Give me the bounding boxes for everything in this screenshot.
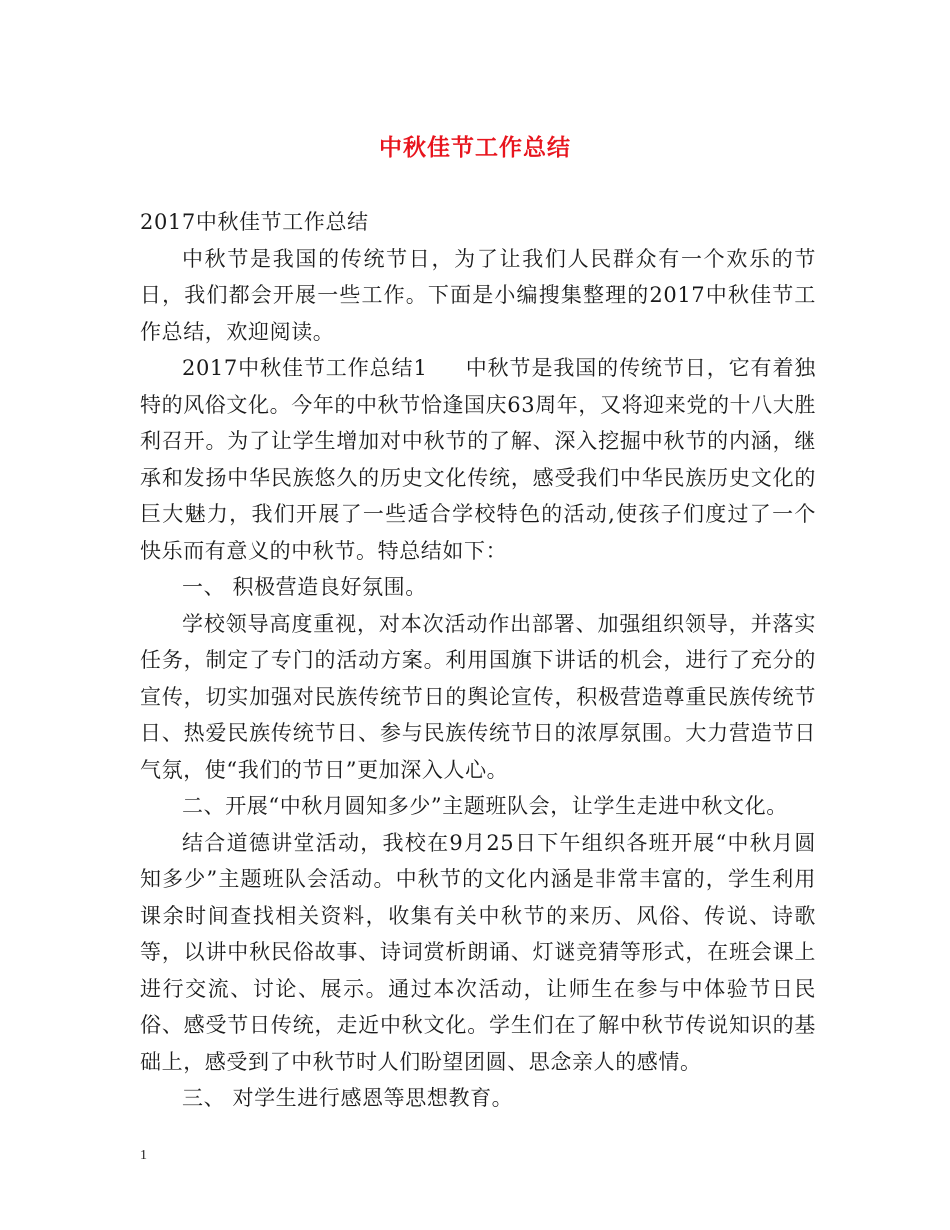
heading-1-paragraph: 学校领导高度重视，对本次活动作出部署、加强组织领导，并落实任务，制定了专门的活动方案。利用国旗下讲话的机会，进行了充分的宣传，切实加强对民族传统节日的舆论宣传，积极营造尊重民族传统节日、热爱民族传统节日、参与民族传统节日的浓厚氛围。大力营造节日气氛，使“我们的节日”更加深入人心。 xyxy=(140,611,816,782)
document-subtitle: 2017中秋佳节工作总结 xyxy=(140,210,369,234)
heading-1-text: 积极营造良好氛围。 xyxy=(232,575,427,599)
document-title: 中秋佳节工作总结 xyxy=(379,134,571,161)
intro-paragraph: 中秋节是我国的传统节日，为了让我们人民群众有一个欢乐的节日，我们都会开展一些工作。下面是小编搜集整理的2017中秋佳节工作总结，欢迎阅读。 xyxy=(140,246,816,344)
heading-3 xyxy=(140,1080,816,1117)
section-1-paragraph xyxy=(140,350,816,569)
section-1-label: 2017中秋佳节工作总结1 xyxy=(182,356,428,380)
page-number: 1 xyxy=(140,1148,147,1163)
heading-3-text: 对学生进行感恩等思想教育。 xyxy=(232,1086,514,1110)
heading-2: 二、开展“中秋月圆知多少”主题班队会，让学生走进中秋文化。 xyxy=(182,794,788,818)
heading-3-number: 三、 xyxy=(182,1086,226,1110)
heading-2-paragraph: 结合道德讲堂活动，我校在9月25日下午组织各班开展“中秋月圆知多少”主题班队会活动。中秋节的文化内涵是非常丰富的，学生利用课余时间查找相关资料，收集有关中秋节的来历、风俗、传说、诗歌等，以讲中秋民俗故事、诗词赏析朗诵、灯谜竞猜等形式，在班会课上进行交流、讨论、展示。通过本次活动，让师生在参与中体验节日民俗、感受节日传统，走近中秋文化。学生们在了解中秋节传说知识的基础上，感受到了中秋节时人们盼望团圆、思念亲人的感情。 xyxy=(140,830,816,1074)
heading-1 xyxy=(140,569,816,606)
document-body xyxy=(140,204,816,1117)
heading-1-number: 一、 xyxy=(182,575,226,599)
section-1-text: 中秋节是我国的传统节日，它有着独特的风俗文化。今年的中秋节恰逢国庆63周年，又将迎来党的十八大胜利召开。为了让学生增加对中秋节的了解、深入挖掘中秋节的内涵，继承和发扬中华民族悠久的历史文化传统，感受我们中华民族历史文化的巨大魅力，我们开展了一些适合学校特色的活动,使孩子们度过了一个快乐而有意义的中秋节。特总结如下： xyxy=(140,356,816,563)
